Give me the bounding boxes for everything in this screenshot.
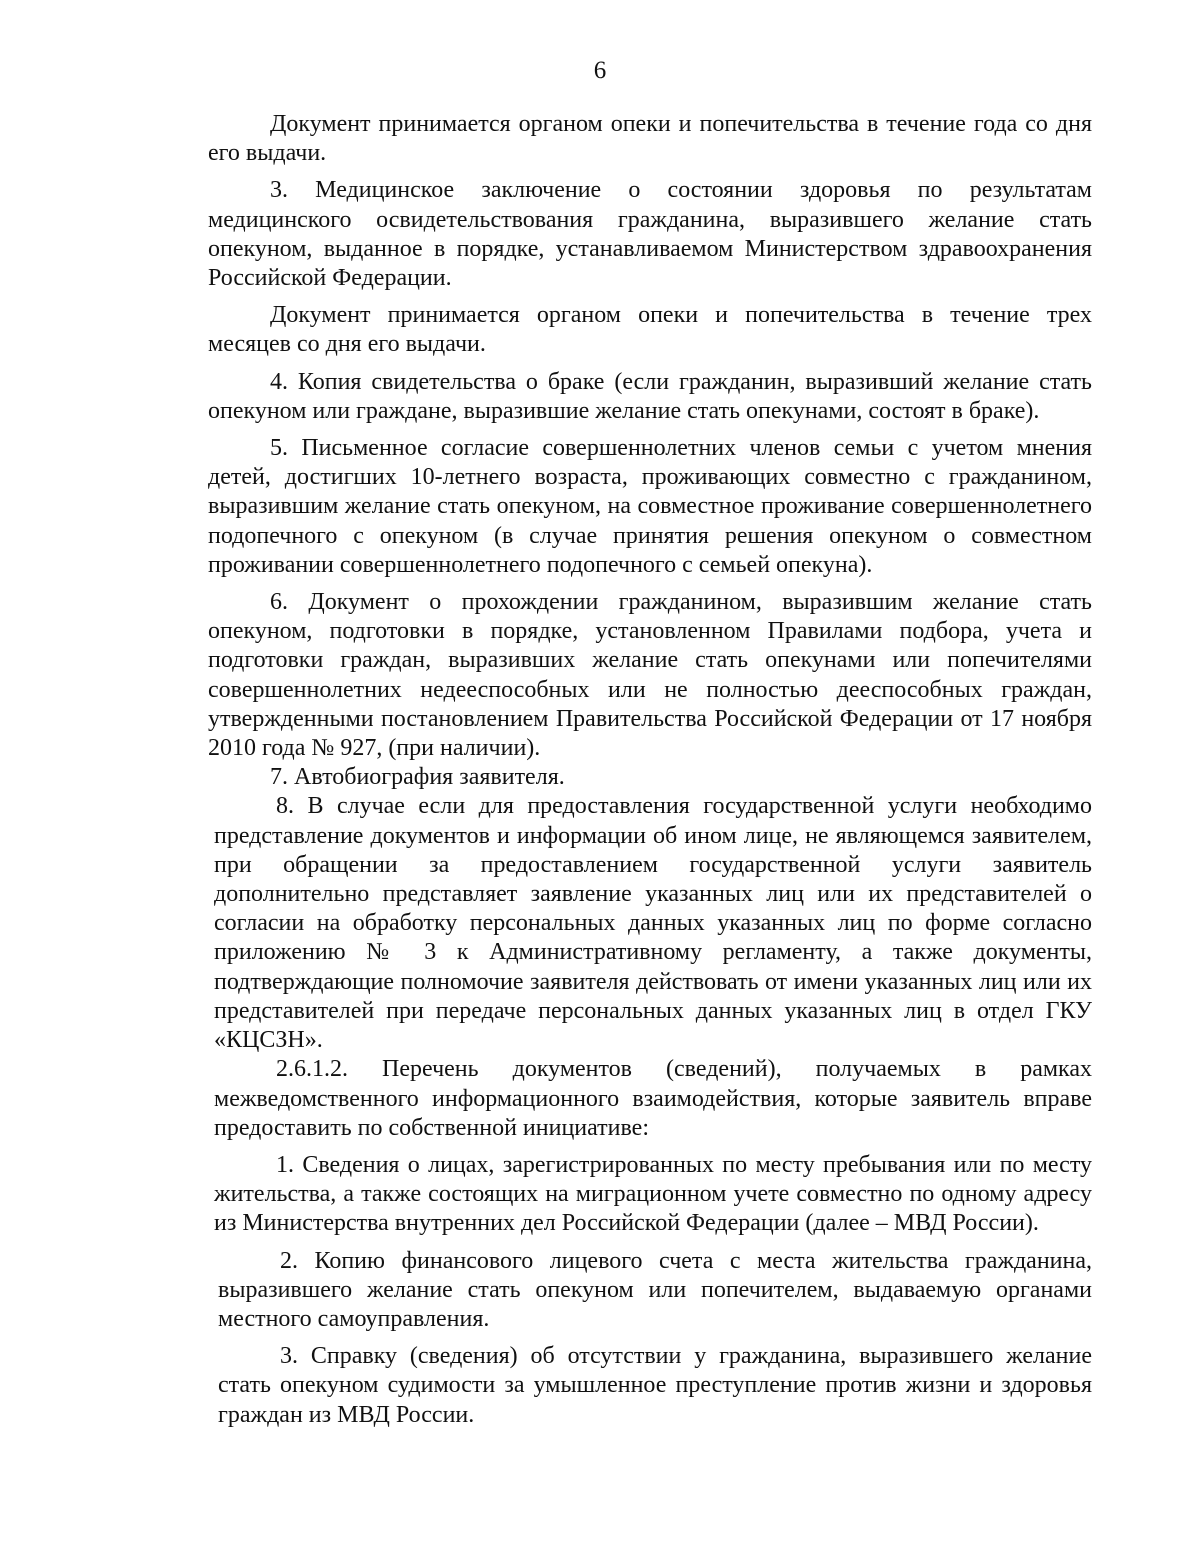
paragraph-item-8-personal-data-consent: 8. В случае если для предоставления государственной услуги необходимо представление документов и информации об ином лице, не являющемся заявителем, при обращении за предоставлением государственной услуги заявитель дополнительно представляет заявление указанных лиц или их представителей о согласии на обработку персональных данных указанных лиц по форме согласно приложению № 3 к Административному регламенту, а также документы, подтверждающие полномочие заявителя действовать от имени указанных лиц или их представителей при передаче персональных данных указанных лиц в отдел ГКУ «КЦСЗН». bbox=[214, 793, 1092, 1054]
paragraph-list-item-3-criminal-record: 3. Справку (сведения) об отсутствии у гражданина, выразившего желание стать опекуном судимости за умышленное преступление против жизни и здоровья граждан из МВД России. bbox=[218, 1343, 1092, 1428]
document-body bbox=[208, 110, 1092, 1430]
paragraph-document-acceptance-three-months: Документ принимается органом опеки и попечительства в течение трех месяцев со дня его выдачи. bbox=[208, 302, 1092, 358]
paragraph-item-6-training-document: 6. Документ о прохождении гражданином, выразившим желание стать опекуном, подготовки в порядке, установленном Правилами подбора, учета и подготовки граждан, выразивших желание стать опекунами или попечителями совершеннолетних недееспособных или не полностью дееспособных граждан, утвержденными постановлением Правительства Российской Федерации от 17 ноября 2010 года № 927, (при наличии). bbox=[208, 589, 1092, 762]
page-number: 6 bbox=[593, 57, 607, 84]
paragraph-item-3-medical-certificate: 3. Медицинское заключение о состоянии здоровья по результатам медицинского освидетельствования гражданина, выразившего желание стать опекуном, выданное в порядке, устанавливаемом Министерством здравоохранения Российской Федерации. bbox=[208, 177, 1092, 292]
paragraph-item-5-family-consent: 5. Письменное согласие совершеннолетних членов семьи с учетом мнения детей, достигших 10-летнего возраста, проживающих совместно с гражданином, выразившим желание стать опекуном, на совместное проживание совершеннолетнего подопечного с опекуном (в случае принятия решения опекуном о совместном проживании совершеннолетнего подопечного с семьей опекуна). bbox=[208, 435, 1092, 578]
paragraph-item-7-autobiography: 7. Автобиография заявителя. bbox=[270, 764, 565, 791]
paragraph-document-acceptance-year: Документ принимается органом опеки и попечительства в течение года со дня его выдачи. bbox=[208, 111, 1092, 167]
paragraph-list-item-2-account-copy: 2. Копию финансового лицевого счета с места жительства гражданина, выразившего желание стать опекуном или попечителем, выдаваемую органами местного самоуправления. bbox=[218, 1247, 1092, 1332]
paragraph-list-item-1-residence-info: 1. Сведения о лицах, зарегистрированных по месту пребывания или по месту жительства, а также состоящих на миграционном учете совместно по одному адресу из Министерства внутренних дел Российской Федерации (далее – МВД России). bbox=[214, 1151, 1092, 1237]
paragraph-2-6-1-2-interagency-documents: 2.6.1.2. Перечень документов (сведений), получаемых в рамках межведомственного информационного взаимодействия, которые заявитель вправе предоставить по собственной инициативе: bbox=[214, 1056, 1092, 1141]
paragraph-item-4-marriage-certificate: 4. Копия свидетельства о браке (если гражданин, выразивший желание стать опекуном или граждане, выразившие желание стать опекунами, состоят в браке). bbox=[208, 368, 1092, 424]
